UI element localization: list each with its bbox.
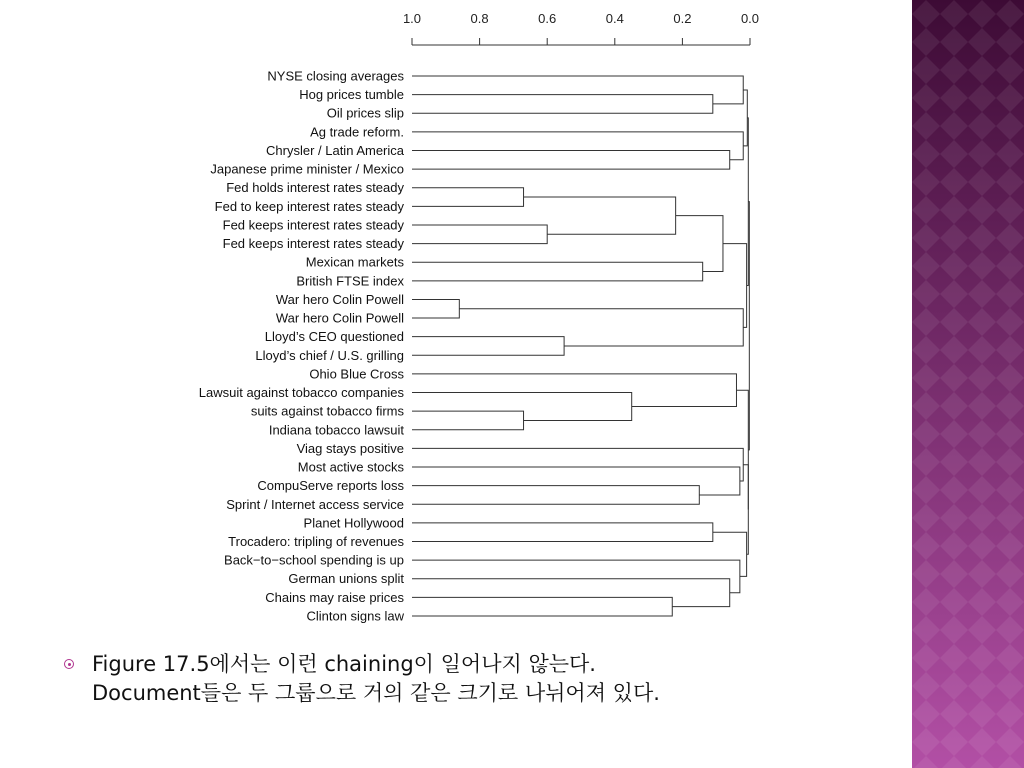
leaf-label: Sprint / Internet access service: [226, 496, 404, 512]
leaf-label: CompuServe reports loss: [257, 478, 404, 494]
leaf-label: Ag trade reform.: [310, 124, 404, 140]
panel-pattern: [912, 0, 1024, 768]
axis-tick-label: 1.0: [402, 11, 422, 26]
leaf-label: Planet Hollywood: [303, 515, 404, 531]
leaf-label: Chrysler / Latin America: [266, 142, 404, 158]
merge-link: [743, 90, 747, 146]
merge-link: [713, 532, 747, 576]
leaf-label: suits against tobacco firms: [250, 403, 404, 419]
merge-link: [412, 76, 743, 104]
leaf-label: German unions split: [288, 571, 404, 587]
merge-link: [412, 95, 713, 114]
bullet-circle-icon: [64, 659, 74, 669]
bullet-text: [92, 650, 904, 708]
merge-link: [412, 560, 740, 593]
leaf-label: Lloyd’s CEO questioned: [264, 329, 404, 345]
leaf-label: Oil prices slip: [326, 105, 404, 121]
leaf-label: Viag stays positive: [296, 440, 404, 456]
axis-tick-label: 0.6: [538, 11, 557, 26]
merge-link: [412, 523, 713, 542]
leaf-label: Hog prices tumble: [299, 87, 404, 103]
merge-link: [412, 225, 547, 244]
merge-link: [412, 374, 736, 407]
leaf-label: Fed holds interest rates steady: [226, 180, 404, 196]
merge-link: [412, 486, 699, 505]
axis-tick-label: 0.8: [470, 11, 489, 26]
leaf-label: Fed keeps interest rates steady: [222, 217, 404, 233]
leaf-label: Lawsuit against tobacco companies: [198, 385, 404, 401]
merge-link: [412, 597, 672, 616]
merge-link: [412, 132, 743, 160]
axis-tick-label: 0.2: [673, 11, 692, 26]
merge-link: [736, 390, 748, 509]
leaf-label: Mexican markets: [305, 254, 404, 270]
leaf-label: British FTSE index: [296, 273, 404, 289]
bullet-line-1: Figure 17.5에서는 이런 chaining이 일어나지 않는다.: [92, 652, 596, 676]
merge-link: [743, 465, 748, 555]
leaf-label: Clinton signs law: [306, 608, 404, 624]
leaf-label: War hero Colin Powell: [275, 291, 404, 307]
leaf-label: Trocadero: tripling of revenues: [228, 534, 404, 549]
leaf-label: Indiana tobacco lawsuit: [268, 422, 404, 438]
merge-link: [412, 262, 703, 281]
bullet-line-2: Document들은 두 그룹으로 거의 같은 크기로 나뉘어져 있다.: [92, 681, 660, 705]
merge-link: [676, 216, 723, 272]
leaf-label: War hero Colin Powell: [275, 310, 404, 326]
leaf-label: Chains may raise prices: [265, 589, 404, 605]
bullet-point: [64, 650, 904, 708]
merge-link: [412, 393, 632, 421]
axis-tick-label: 0.4: [605, 11, 624, 26]
merge-link: [412, 467, 740, 495]
leaf-label: Lloyd’s chief / U.S. grilling: [255, 347, 404, 363]
axis-tick-label: 0.0: [740, 11, 760, 26]
decorative-side-panel: [912, 0, 1024, 768]
merge-link: [412, 188, 524, 207]
merge-link: [412, 150, 730, 169]
merge-link: [412, 299, 459, 318]
leaf-label: Back−to−school spending is up: [224, 552, 404, 568]
merge-link: [412, 579, 730, 607]
merge-link: [412, 411, 524, 430]
leaf-label: Japanese prime minister / Mexico: [210, 161, 404, 177]
leaf-label: Most active stocks: [297, 459, 404, 475]
merge-link: [524, 197, 676, 234]
leaf-label: NYSE closing averages: [267, 68, 404, 84]
merge-link: [412, 337, 564, 356]
leaf-label: Fed to keep interest rates steady: [214, 198, 404, 214]
leaf-label: Ohio Blue Cross: [309, 366, 404, 382]
merge-link: [459, 309, 743, 346]
merge-link: [412, 448, 743, 481]
leaf-label: Fed keeps interest rates steady: [222, 236, 404, 252]
